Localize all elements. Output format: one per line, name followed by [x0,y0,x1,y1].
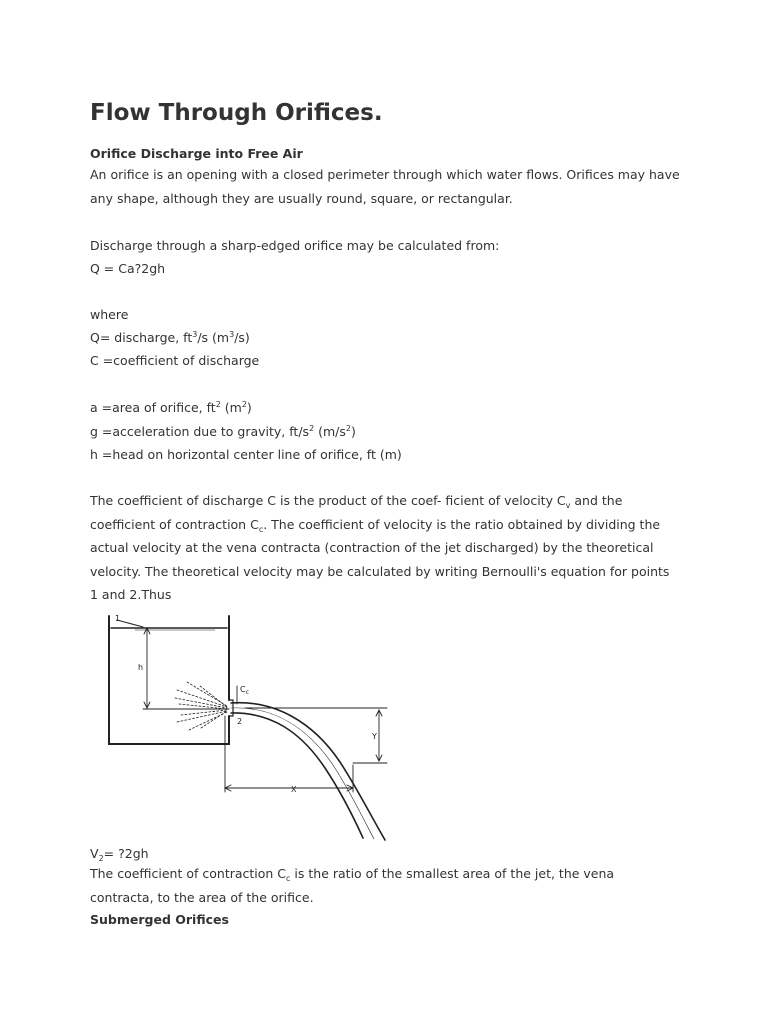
tank-outline [109,616,229,744]
label-point-2: 2 [237,717,243,726]
point-1-arrow [117,620,143,627]
where-label: where [90,307,129,322]
var-a-exp1: 2 [215,400,221,409]
discharge-formula: Q = Ca?2gh [90,261,166,276]
var-g-prefix: g =acceleration due to gravity, ft/s [90,424,310,439]
var-h: h =head on horizontal center line of orifice, ft (m) [90,447,402,462]
var-a [90,396,252,420]
coef-sub-v: v [565,501,571,510]
label-cc [240,685,249,696]
label-y: Y [372,732,377,741]
var-q-exp1: 3 [192,330,198,339]
var-q [90,326,250,350]
label-point-1: 1 [115,614,121,623]
label-cc-sub: c [245,689,249,696]
var-q-mid: /s (m [197,330,230,345]
coef-text-1: The coefficient of discharge C is the product of the coef- ficient of velocity C [90,493,566,508]
streamlines [175,682,227,730]
orifice-diagram [95,612,397,844]
label-x: X [291,785,297,794]
v2-sub: 2 [98,854,104,863]
var-a-mid: (m [220,400,242,415]
contraction-paragraph [90,862,680,909]
label-h: h [138,663,144,672]
var-q-suffix: /s) [234,330,250,345]
var-c: C =coefficient of discharge [90,353,260,368]
intro-paragraph: An orifice is an opening with a closed perimeter through which water flows. Orifices may have any shape, although they are usually round, square, or rectangular. [90,167,680,206]
var-g-mid: (m/s [314,424,346,439]
cc-text-1: The coefficient of contraction C [90,866,287,881]
coefficient-paragraph [90,489,680,607]
cc-text-2: is the ratio of the smallest area of the jet, the vena contracta, to the area of the orifice. [90,866,615,905]
v2-prefix: V [90,846,99,861]
var-g-exp1: 2 [309,424,315,433]
var-g-exp2: 2 [345,424,352,433]
var-g-suffix: ) [351,424,356,439]
var-q-prefix: Q= discharge, ft [90,330,193,345]
section-heading-free-air: Orifice Discharge into Free Air [90,146,303,161]
coef-text-3: . The coefficient of velocity is the ratio obtained by dividing the actual velocity at the vena contracta (contraction of the jet discharged) by the theoretical velocity. The theoretical velocity may be calculated by writing Bernoulli's equation for points 1 and 2.Thus [90,516,670,602]
var-a-prefix: a =area of orifice, ft [90,400,216,415]
cc-sub: c [286,874,291,883]
v2-suffix: = ?2gh [103,846,149,861]
jet-upper [231,703,385,840]
label-cc-c: C [240,685,246,694]
discharge-line: Discharge through a sharp-edged orifice may be calculated from: [90,238,500,253]
var-q-exp2: 3 [229,330,235,339]
var-a-exp2: 2 [241,400,247,409]
var-g [90,420,356,444]
var-a-suffix: ) [246,400,252,415]
section-heading-submerged: Submerged Orifices [90,912,229,927]
coef-text-2: and the coefficient of contraction C [90,493,623,532]
coef-sub-c: c [258,524,264,534]
jet-lower [231,713,363,838]
page-title: Flow Through Orifices. [90,100,383,126]
